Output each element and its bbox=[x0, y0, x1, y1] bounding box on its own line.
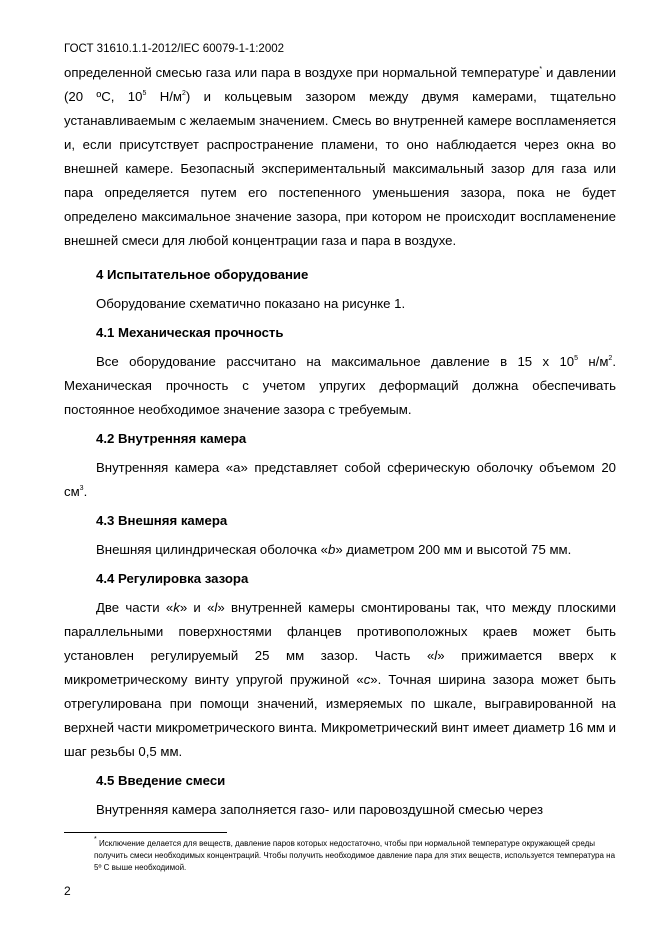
section-heading-4-3: 4.3 Внешняя камера bbox=[96, 513, 228, 528]
section-heading-4-4: 4.4 Регулировка зазора bbox=[96, 571, 249, 586]
paragraph-gap-adjustment: Две части «k» и «l» внутренней камеры смонтированы так, что между плоскими параллельными поверхностями фланцев противоположных краев может быть установлен регулируемый 25 мм зазор. Часть «l» прижимается вверх к микрометрическому винту упругой пружиной «c». Точная ширина зазора может быть отрегулирована при помощи значений, измеряемых по шкале, выгравированной на верхней части микрометрического винта. Микрометрический винт имеет диаметр 16 мм и шаг резьбы 0,5 мм. bbox=[64, 600, 616, 759]
document-body bbox=[64, 61, 616, 822]
paragraph-equipment: Оборудование схематично показано на рисунке 1. bbox=[96, 296, 406, 311]
paragraph-mixture: Внутренняя камера заполняется газо- или паровоздушной смесью через bbox=[96, 802, 544, 817]
section-heading-4: 4 Испытательное оборудование bbox=[96, 267, 309, 282]
footnote-marker: * bbox=[539, 65, 543, 73]
paragraph-strength: Все оборудование рассчитано на максимальное давление в 15 х $10^5$ $н/м^2$. Механическая прочность с учетом упругих деформаций должна обеспечивать постоянное необходимое значение зазора с требуемым. bbox=[64, 354, 616, 417]
document-header: ГОСТ 31610.1.1-2012/IEC 60079-1-1:2002 bbox=[64, 43, 285, 55]
page-number: 2 bbox=[64, 884, 71, 898]
section-heading-4-1: 4.1 Механическая прочность bbox=[96, 325, 284, 340]
paragraph-intro: определенной смесью газа или пара в воздухе при нормальной температуре* и давлении (20 ºС, $10^5$ $Н/м^2$) и кольцевым зазором между двумя камерами, тщательно устанавливаемым с желаемым значением. Смесь во внутренней камере воспламеняется и, если присутствует распространение пламени, то оно наблюдается через окна во внешней камере. Безопасный экспериментальный максимальный зазор для газа или пара определяется путем его постепенного уменьшения зазора, пока не будет определено максимальное значение зазора, при котором не происходит воспламенение внешней смеси для любой концентрации газа и пара в воздухе. bbox=[64, 65, 616, 248]
section-heading-4-2: 4.2 Внутренняя камера bbox=[96, 431, 247, 446]
paragraph-inner-chamber: Внутренняя камера «a» представляет собой сферическую оболочку объемом 20 $см^3$. bbox=[64, 460, 616, 499]
section-heading-4-5: 4.5 Введение смеси bbox=[96, 773, 226, 788]
footnote: * Исключение делается для веществ, давление паров которых недостаточно, чтобы при нормальной температуре окружающей среды получить смеси необходимых концентраций. Чтобы получить необходимое давление пара для этих веществ, используется температура на 5º С выше необходимой. bbox=[94, 836, 616, 872]
paragraph-outer-chamber: Внешняя цилиндрическая оболочка «b» диаметром 200 мм и высотой 75 мм. bbox=[96, 542, 572, 557]
footnote-divider bbox=[64, 832, 227, 833]
